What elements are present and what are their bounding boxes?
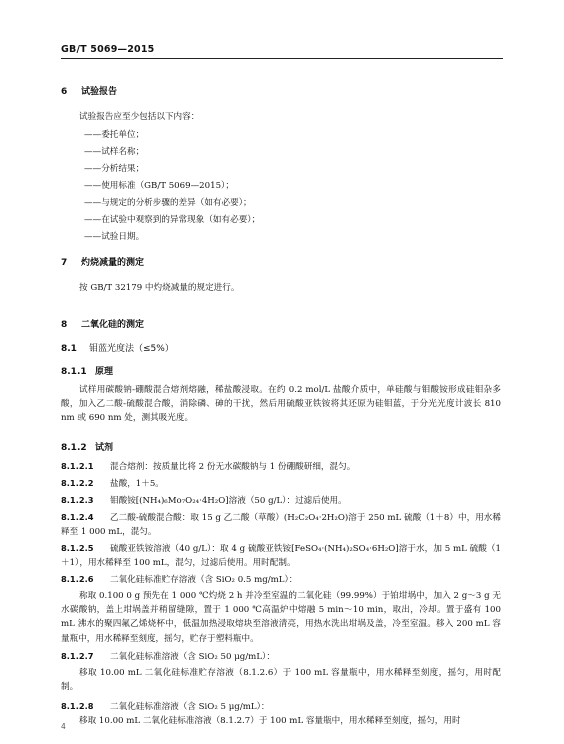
- standard-code-header: GB/T 5069—2015: [61, 44, 155, 55]
- list-item: ——与规定的分析步骤的差异（如有必要）；: [84, 198, 252, 208]
- clause-number: 8.1.1: [61, 367, 87, 377]
- reagent-item: [61, 510, 501, 539]
- reagent-text: 盐酸，1＋5。: [110, 479, 164, 489]
- reagent-text: 钼酸铵[(NH₄)₆Mo₇O₂₄·4H₂O]溶液（50 g/L）：过滤后使用。: [110, 496, 347, 506]
- subsection-title: 钼蓝光度法（≤5%）: [89, 344, 174, 354]
- clause-title: 原理: [95, 367, 114, 377]
- section-number: 8: [61, 320, 68, 330]
- reagent-item: [61, 649, 501, 664]
- header-rule: [61, 58, 503, 59]
- reagent-item: [61, 699, 501, 714]
- list-item: ——试验日期。: [84, 232, 145, 242]
- principle-text: 试样用碳酸钠-硼酸混合熔剂熔融，稀盐酸浸取。在约 0.2 mol/L 盐酸介质中，单硅酸与钼酸铵形成硅钼杂多酸，加入乙二酸-硫酸混合酸，消除磷、砷的干扰，然后用硫酸亚铁铵将其还原为硅钼蓝，于分光光度计波长 810 nm 或 690 nm 处，测其吸光度。: [61, 385, 501, 424]
- clause-8-1-1-heading: [61, 364, 113, 377]
- reagent-item: [61, 476, 501, 491]
- procedure-8-1-2-6: 称取 0.100 0 g 预先在 1 000 ℃灼烧 2 h 并冷至室温的二氧化硅（99.99%）于铂坩埚中，加入 2 g～3 g 无水碳酸钠，盖上坩埚盖并稍留缝隙，置于 1 000 ℃高温炉中熔融 5 min～10 min，取出，冷却。置于盛有 100 mL 沸水的聚四氟乙烯烧杯中，低温加热浸取熔块至溶液清亮，用热水洗出坩埚及盖，冷至室温。移入 200 mL 容量瓶中，用水稀释至刻度，摇匀，贮存于塑料瓶中。: [61, 591, 501, 644]
- section-number: 6: [61, 87, 68, 97]
- reagent-text: 混合熔剂：按质量比将 2 份无水碳酸钠与 1 份硼酸研细，混匀。: [110, 462, 356, 472]
- subsection-number: 8.1: [61, 344, 77, 354]
- procedure-8-1-2-8: 移取 10.00 mL 二氧化硅标准溶液（8.1.2.7）于 100 mL 容量瓶中，用水稀释至刻度，摇匀，用时: [79, 716, 461, 726]
- reagent-number: 8.1.2.2: [61, 478, 94, 488]
- list-item: ——分析结果；: [84, 164, 145, 174]
- reagent-number: 8.1.2.4: [61, 512, 94, 522]
- section-number: 7: [61, 258, 68, 268]
- reagent-item: [61, 541, 501, 570]
- reagent-item: [61, 572, 501, 587]
- section-title: 二氧化硅的测定: [81, 320, 145, 330]
- reagent-text: 二氧化硅标准溶液（含 SiO₂ 5 μg/mL）：: [110, 702, 270, 712]
- clause-8-1-2-heading: [61, 440, 113, 453]
- section-title: 试验报告: [81, 87, 118, 97]
- report-intro: 试验报告应至少包括以下内容：: [79, 112, 200, 122]
- section-6-heading: [61, 84, 117, 97]
- clause-title: 试剂: [95, 443, 114, 453]
- section-7-text: 按 GB/T 32179 中灼烧减量的规定进行。: [79, 283, 240, 293]
- reagent-text: 二氧化硅标准溶液（含 SiO₂ 50 μg/mL）：: [110, 652, 275, 662]
- reagent-number: 8.1.2.7: [61, 651, 94, 661]
- subsection-8-1-heading: [61, 341, 174, 354]
- list-item: ——试样名称；: [84, 147, 145, 157]
- reagent-number: 8.1.2.1: [61, 461, 94, 471]
- reagent-item: [61, 493, 501, 508]
- reagent-number: 8.1.2.3: [61, 495, 94, 505]
- reagent-number: 8.1.2.5: [61, 543, 94, 553]
- reagent-text: 二氧化硅标准贮存溶液（含 SiO₂ 0.5 mg/mL）：: [110, 575, 298, 585]
- reagent-number: 8.1.2.6: [61, 574, 94, 584]
- list-item: ——在试验中观察到的异常现象（如有必要）；: [84, 215, 261, 225]
- reagent-text: 硫酸亚铁铵溶液（40 g/L）：取 4 g 硫酸亚铁铵[FeSO₄·(NH₄)₂SO₄·6H₂O]溶于水，加 5 mL 硫酸（1＋1），用水稀释至 100 mL，混匀，过滤后使用。用时配制。: [61, 544, 501, 569]
- procedure-8-1-2-7: 移取 10.00 mL 二氧化硅标准贮存溶液（8.1.2.6）于 100 mL 容量瓶中，用水稀释至刻度，摇匀，用时配制。: [61, 668, 501, 693]
- reagent-number: 8.1.2.8: [61, 701, 94, 711]
- clause-number: 8.1.2: [61, 443, 87, 453]
- list-item: ——委托单位；: [84, 130, 145, 140]
- page-number: 4: [61, 722, 66, 731]
- section-8-heading: [61, 317, 144, 330]
- list-item: ——使用标准（GB/T 5069—2015）；: [84, 181, 234, 191]
- section-7-heading: [61, 255, 144, 268]
- section-title: 灼烧减量的测定: [81, 258, 145, 268]
- reagent-item: [61, 459, 501, 474]
- reagent-text: 乙二酸-硫酸混合酸：取 15 g 乙二酸（草酸）(H₂C₂O₄·2H₂O)溶于 250 mL 硫酸（1＋8）中，用水稀释至 1 000 mL，混匀。: [61, 513, 501, 538]
